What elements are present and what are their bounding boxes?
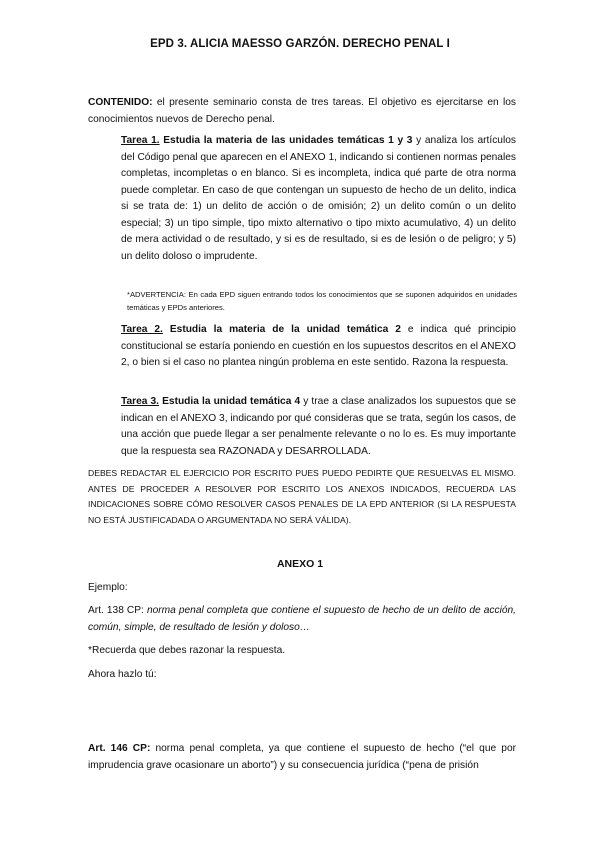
ahora-label: Ahora hazlo tú: (88, 669, 157, 680)
page-title: EPD 3. ALICIA MAESSO GARZÓN. DERECHO PENAL I (150, 38, 450, 50)
tarea-3-text: y trae a clase analizados los supuestos que se indican en el ANEXO 3, indicando por qué consideras que se trata, según los casos, de una acción que puede llegar a ser penalmente relevante o no lo es. Es muy importante que la respuesta sea RAZONADA y DESARROLLADA. (121, 396, 516, 457)
tarea-3-paragraph (121, 394, 516, 460)
ejemplo-label: Ejemplo: (88, 582, 128, 593)
tarea-2-label: Tarea 2. (121, 324, 163, 335)
advertencia-note: *ADVERTENCIA: En cada EPD siguen entrando todos los conocimientos que se suponen adquiridos en unidades temáticas y EPDs anteriores. (127, 290, 517, 312)
art-138-label: Art. 138 CP: (88, 605, 144, 616)
tarea-2-paragraph (121, 322, 516, 372)
tarea-3-bold: Estudia la unidad temática 4 (159, 396, 301, 407)
tarea-1-bold: Estudia la materia de las unidades temáticas 1 y 3 (159, 135, 413, 146)
tarea-1-paragraph (121, 133, 516, 265)
tarea-1-label: Tarea 1. (121, 135, 160, 146)
art-146-paragraph (88, 741, 516, 774)
tarea-2-text: e indica qué principio constitucional se estaría poniendo en cuestión en los supuestos descritos en el ANEXO 2, o bien si el caso no plantea ningún problema en este sentido. Razona la respuesta. (121, 324, 516, 368)
tarea-2-bold: Estudia la materia de la unidad temática 2 (162, 324, 401, 335)
instrucciones-paragraph: DEBES REDACTAR EL EJERCICIO POR ESCRITO PUES PUEDO PEDIRTE QUE RESUELVAS EL MISMO. ANTES DE PROCEDER A RESOLVER POR ESCRITO LOS ANEXOS INDICADOS, RECUERDA LAS INDICACIONES SOBRE CÓMO RESOLVER CASOS PENALES DE LA EPD ANTERIOR (SI LA RESPUESTA NO ESTÁ JUSTIFICADADA O ARGUMENTADA NO SERÁ VÁLIDA). (88, 468, 516, 525)
contenido-label: CONTENIDO: (88, 97, 153, 108)
contenido-paragraph (88, 95, 516, 128)
art-138-paragraph (88, 603, 516, 636)
contenido-text: el presente seminario consta de tres tareas. El objetivo es ejercitarse en los conocimientos nuevos de Derecho penal. (88, 97, 516, 125)
recuerda-note: *Recuerda que debes razonar la respuesta. (88, 645, 286, 656)
art-138-text: norma penal completa que contiene el supuesto de hecho de un delito de acción, común, simple, de resultado de lesión y doloso… (88, 605, 516, 633)
tarea-3-label: Tarea 3. (121, 396, 160, 407)
art-146-label: Art. 146 CP: (88, 743, 151, 754)
anexo-1-heading: ANEXO 1 (276, 558, 324, 570)
tarea-1-text: y analiza los artículos del Código penal que aparecen en el ANEXO 1, indicando si contienen normas penales completas, incompletas o en blanco. Si es incompleta, indica qué parte de otra norma puede completar. En caso de que contengan un supuesto de hecho de un delito, indica si se trata de: 1) un delito de acción o de omisión; 2) un delito común o un delito especial; 3) un tipo simple, tipo mixto alternativo o tipo mixto acumulativo, 4) un delito de mera actividad o de resultado, y si es de resultado, si es de lesión o de peligro; y 5) un delito doloso o imprudente. (121, 135, 516, 262)
art-146-text: norma penal completa, ya que contiene el supuesto de hecho (“el que por imprudencia grave ocasionare un aborto”) y su consecuencia jurídica (“pena de prisión (88, 743, 517, 771)
